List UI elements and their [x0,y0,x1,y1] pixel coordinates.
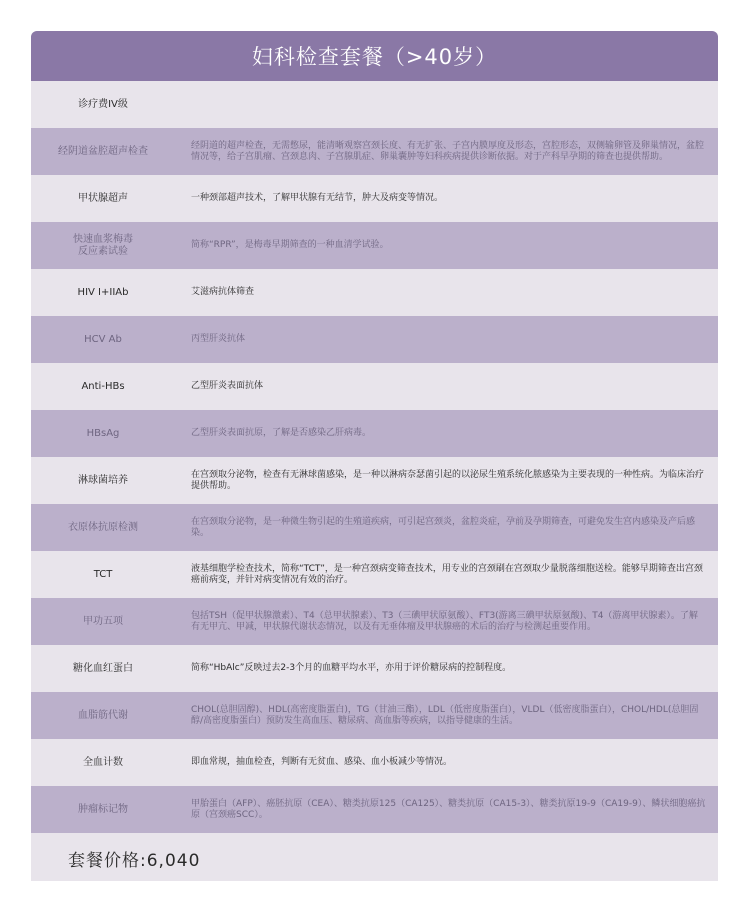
exam-item-name [31,99,175,111]
exam-item-row [31,739,718,786]
exam-item-name [31,146,175,158]
exam-item-name-line: 全血计数 [83,756,123,768]
exam-item-description: 乙型肝炎表面抗原，了解是否感染乙肝病毒。 [191,428,372,438]
exam-item-name [31,334,175,346]
exam-item-row [31,363,718,410]
exam-item-row [31,457,718,504]
exam-item-name [31,804,175,816]
exam-item-row [31,504,718,551]
exam-item-name-line: 肿瘤标记物 [78,803,128,815]
exam-item-name-line: Anti-HBs [81,380,125,392]
exam-item-name [31,569,175,581]
exam-item-name-line: 血脂筋代谢 [78,709,128,721]
exam-item-description: 简称“HbAlc”反映过去2-3个月的血糖平均水平，亦用于评价糖尿病的控制程度。 [191,663,512,673]
exam-item-description: 丙型肝炎抗体 [191,334,246,344]
exam-item-name [31,381,175,393]
exam-item-name [31,287,175,299]
exam-item-row [31,645,718,692]
exam-item-name [31,757,175,769]
exam-item-name-line: 糖化血红蛋白 [73,662,133,674]
exam-item-description: 乙型肝炎表面抗体 [191,381,264,391]
exam-item-name [31,193,175,205]
exam-item-description: 液基细胞学检查技术，简称“TCT”，是一种宫颈病变筛查技术，用专业的宫颈刷在宫颈取少量脱落细胞送检。能够早期筛查出宫颈癌前病变，并针对病变情况有效的治疗。 [191,563,703,585]
exam-item-name [31,616,175,628]
exam-item-row [31,551,718,598]
package-title: 妇科检查套餐（>40岁） [31,31,718,81]
package-card [31,31,718,881]
exam-item-name [31,710,175,722]
exam-item-description: 在宫颈取分泌物，是一种微生物引起的生殖道疾病，可引起宫颈炎，盆腔炎症，孕前及孕期筛查，可避免发生宫内感染及产后感染。 [191,516,696,538]
exam-item-row [31,786,718,833]
exam-item-name-line: HIV I+IIAb [77,286,129,298]
exam-item-name-line: 淋球菌培养 [78,474,128,486]
exam-item-name-line: TCT [93,568,113,580]
exam-item-name-line: HCV Ab [84,333,122,345]
exam-item-row [31,410,718,457]
exam-item-name-line: 快速血浆梅毒 [73,233,133,245]
exam-item-name [31,522,175,534]
exam-item-name-line: HBsAg [86,427,120,439]
exam-item-description: 在宫颈取分泌物，检查有无淋球菌感染，是一种以淋病奈瑟菌引起的以泌尿生殖系统化脓感染为主要表现的一种性病。为临床治疗提供帮助。 [191,469,705,491]
exam-item-name-line: 反应素试验 [78,245,128,257]
exam-item-row [31,175,718,222]
exam-item-row [31,222,718,269]
package-price: 套餐价格:6,040 [31,833,718,881]
exam-item-name-line: 诊疗费IV级 [78,98,128,110]
exam-item-name-line: 甲功五项 [83,615,123,627]
exam-item-name [31,428,175,440]
exam-item-name-line: 甲状腺超声 [78,192,128,204]
exam-item-row [31,269,718,316]
exam-item-description: 即血常规，抽血检查，判断有无贫血、感染、血小板减少等情况。 [191,757,453,767]
exam-item-name-line: 衣原体抗原检测 [68,521,138,533]
exam-item-name [31,234,175,258]
exam-item-description: 艾滋病抗体筛查 [191,287,255,297]
exam-item-description: 甲胎蛋白（AFP）、癌胚抗原（CEA）、糖类抗原125（CA125）、糖类抗原（CA15-3）、糖类抗原19-9（CA19-9）、鳞状细胞癌抗原（宫颈癌SCC）。 [191,798,706,820]
exam-item-row [31,598,718,645]
exam-item-name-line: 经阴道盆腔超声检查 [58,145,148,157]
exam-item-row [31,81,718,128]
exam-item-description: 简称“RPR”，是梅毒早期筛查的一种血清学试验。 [191,240,389,250]
exam-item-description: 经阴道的超声检查，无需憋尿，能清晰观察宫颈长度、有无扩张、子宫内膜厚度及形态，宫腔形态，双侧输卵管及卵巢情况，盆腔情况等，给子宫肌瘤、宫颈息肉、子宫腺肌症、卵巢囊肿等妇科疾病提供诊断依据。对于产科早孕期的筛查也提供帮助。 [191,140,705,162]
exam-item-row [31,316,718,363]
exam-item-description: CHOL(总胆固醇)、HDL(高密度脂蛋白)，TG（甘油三酯），LDL（低密度脂蛋白），VLDL（低密度脂蛋白），CHOL/HDL(总胆固醇/高密度脂蛋白）预防发生高血压、糖尿病、高血脂等疾病，以指导健康的生活。 [191,704,699,726]
exam-item-name [31,475,175,487]
exam-item-list [31,81,718,833]
exam-item-description: 包括TSH（促甲状腺激素）、T4（总甲状腺素）、T3（三碘甲状原氨酸）、FT3(游离三碘甲状原氨酸)、T4（游离甲状腺素）。了解有无甲亢、甲减，甲状腺代谢状态情况，以及有无垂体瘤及甲状腺癌的术后的治疗与检测起重要作用。 [191,610,698,632]
exam-item-name [31,663,175,675]
exam-item-row [31,692,718,739]
exam-item-row [31,128,718,175]
exam-item-description: 一种颈部超声技术，了解甲状腺有无结节，肿大及病变等情况。 [191,193,444,203]
